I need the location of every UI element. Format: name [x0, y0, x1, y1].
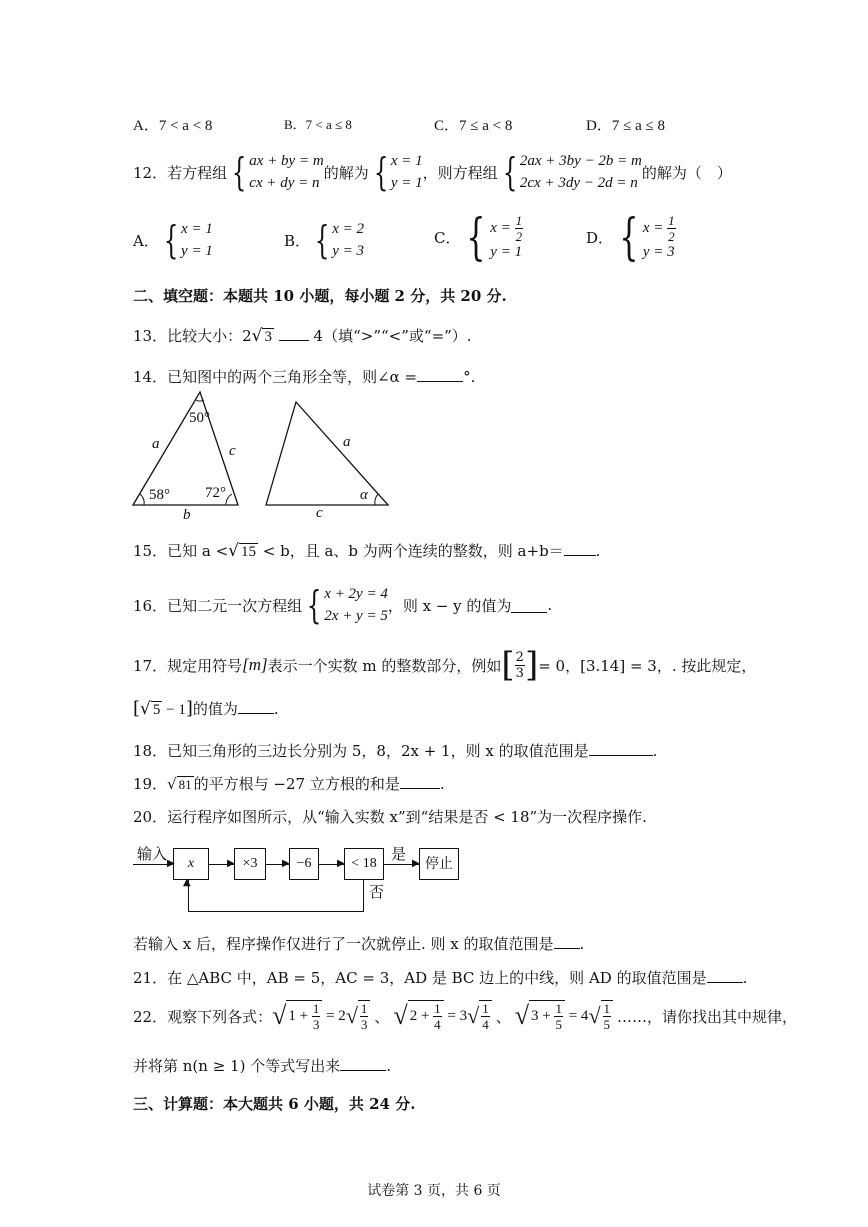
q22-line1: 22．观察下列各式： √ 1 + $\frac{1}{3}$ = 2 √ $\frac{1}{3}$ 、 √ 2 + $\frac{1}{4}$ = 3 √ $\frac{1}{4}$ 、 √ 3 + $\frac{1}{5}$ = 4 √ $\frac{1}{5}$ ……，请你找出其中规律，	[133, 1001, 798, 1032]
q12-sys1-row2: cx + dy = n	[249, 175, 320, 191]
q11-option-b: B．7 < a ≤ 8	[284, 117, 352, 132]
flow-input-label: 输入	[137, 845, 168, 863]
q13: 13．比较大小：2√ 3 4（填“>”“<”或“=”）.	[133, 326, 472, 346]
triangle-2-arc	[375, 494, 378, 505]
flow-box-times3: ×3	[234, 848, 266, 880]
frac-den: 2	[515, 229, 523, 244]
tri1-side-a: a	[152, 436, 160, 452]
q14-blank	[417, 367, 463, 382]
q17-frac-num: 2	[515, 649, 524, 665]
q19-radicand: 81	[178, 777, 192, 792]
q17-line1: 17．规定用符号 [m] 表示一个实数 m 的整数部分，例如 [ $\frac{2}{3}$ ] = 0， [3.14] = 3，. 按此规定，	[133, 645, 757, 685]
q22-prefix: 22．观察下列各式：	[133, 1007, 273, 1026]
tri1-right-angle: 72°	[205, 485, 226, 501]
q20-suffix: .	[579, 935, 585, 953]
q21	[133, 967, 747, 988]
q22-expr-3: √ 3 + $\frac{1}{5}$ = 4 √ $\frac{1}{5}$	[515, 1000, 613, 1032]
q11-option-c: C．7 ≤ a < 8	[434, 118, 513, 134]
q17-end: .	[273, 700, 279, 718]
q19-num: 19．	[133, 775, 168, 793]
q21-text: 21．在 △ABC 中，AB = 5，AC = 3，AD 是 BC 边上的中线，则 AD 的取值范围是	[133, 969, 707, 987]
triangle-1-right-arc	[226, 494, 232, 505]
option-label: B．	[284, 231, 311, 250]
flow-arrowhead-up: ▲	[183, 877, 191, 888]
tri1-top-angle: 50°	[189, 410, 210, 426]
option-row: x = 2	[332, 221, 364, 237]
q17-prefix: 17．规定用符号	[133, 656, 243, 675]
q16-prefix: 16．已知二元一次方程组	[133, 596, 303, 615]
flow-arrowhead: ▶	[227, 858, 235, 869]
q12-sys2-row2: 2cx + 3dy − 2d = n	[519, 175, 638, 191]
flow-no-label: 否	[369, 883, 385, 901]
q17-rest: − 1	[162, 702, 186, 718]
flow-loop-down	[363, 879, 364, 911]
flow-yes-label: 是	[391, 845, 407, 863]
q17-symbol: m	[248, 655, 261, 674]
q17-frac-den: 3	[515, 665, 524, 681]
q16-sys-row1: x + 2y = 4	[324, 586, 388, 602]
flow-arrowhead: ▶	[412, 858, 420, 869]
q21-blank	[707, 968, 743, 983]
section-3-heading: 三、计算题：本大题共 6 小题，共 24 分.	[133, 1095, 416, 1113]
q12-solution-1: { x = 1 y = 1	[373, 150, 423, 194]
q15-mid: < b，且 a、b 为两个连续的整数，则 a+b＝	[262, 542, 564, 560]
option-row: y = 1	[181, 243, 213, 259]
q17-radicand: 5	[152, 702, 161, 718]
q22-line2	[133, 1055, 391, 1076]
q13-rest: 4（填“>”“<”或“=”）.	[313, 327, 472, 345]
option-row: y = 1	[490, 244, 523, 260]
q14-text: 14．已知图中的两个三角形全等，则∠α =	[133, 368, 418, 386]
tri1-side-b: b	[183, 507, 191, 523]
q12-stem	[133, 150, 732, 194]
q12-system-2: { 2ax + 3by − 2b = m 2cx + 3dy − 2d = n	[502, 150, 642, 194]
q17-line2: [√ 5 − 1]的值为 .	[133, 698, 279, 719]
q15: 15．已知 a <√ 15 < b，且 a、b 为两个连续的整数，则 a+b＝ .	[133, 541, 601, 561]
section-2-heading: 二、填空题：本题共 10 小题，每小题 2 分，共 20 分.	[133, 287, 507, 305]
option-label: A．	[133, 231, 159, 250]
q12-option-c: C． { x = $\frac{1}{2}$ y = 1	[434, 208, 523, 266]
q19-blank	[400, 774, 440, 789]
q22-tail: ……，请你找出其中规律，	[617, 1007, 798, 1026]
congruent-triangles-figure	[126, 390, 396, 526]
frac-den: 2	[668, 229, 675, 244]
q12-prefix: 12．若方程组	[133, 163, 228, 182]
frac-num: 1	[668, 213, 675, 228]
q16: 16．已知二元一次方程组 { x + 2y = 4 2x + y = 5 ，则 x − y 的值为 .	[133, 583, 553, 627]
q12-mid2: ，则方程组	[422, 163, 498, 182]
tri1-left-angle: 58°	[149, 487, 170, 503]
tri1-side-c: c	[229, 443, 236, 459]
q16-mid: ，则 x − y 的值为	[387, 596, 512, 615]
flow-arrowhead: ▶	[337, 858, 345, 869]
q19: 19．√ 81 的平方根与 −27 立方根的和是 .	[133, 775, 445, 793]
q12-system-1: { ax + by = m cx + dy = n	[231, 150, 324, 194]
q12-sys2-row1: 2ax + 3by − 2b = m	[519, 153, 642, 169]
q15-prefix: 15．已知 a <	[133, 542, 229, 560]
q19-suffix: .	[439, 775, 445, 793]
q14	[133, 366, 475, 387]
flow-arrowhead: ▶	[167, 858, 175, 869]
q20-after-text: 若输入 x 后，程序操作仅进行了一次就停止. 则 x 的取值范围是	[133, 935, 554, 953]
q16-sys-row2: 2x + y = 5	[324, 608, 388, 624]
q12-sol1-row2: y = 1	[390, 175, 423, 191]
q21-suffix: .	[742, 969, 748, 987]
flow-box-lt18: < 18	[344, 848, 384, 880]
flow-box-x: x	[173, 848, 209, 880]
flow-box-minus6: −6	[289, 848, 319, 880]
q17-mid: 表示一个实数 m 的整数部分，例如	[267, 656, 502, 675]
q22-suffix: .	[386, 1057, 391, 1075]
q16-blank	[511, 598, 547, 613]
q15-radicand: 15	[240, 544, 256, 560]
option-row: y = 3	[642, 244, 675, 260]
option-row: x = 1	[181, 221, 213, 237]
flow-arrowhead: ▶	[282, 858, 290, 869]
q18-blank	[589, 741, 653, 756]
q20-stem: 20．运行程序如图所示，从“输入实数 x”到“结果是否 < 18”为一次程序操作.	[133, 808, 647, 826]
option-row: y = 3	[332, 243, 364, 259]
page-footer: 试卷第 3 页，共 6 页	[367, 1183, 501, 1199]
q19-text: 的平方根与 −27 立方根的和是	[193, 775, 400, 793]
q18-suffix: .	[652, 742, 658, 760]
q20-after	[133, 933, 584, 954]
option-label: C．	[434, 228, 461, 247]
q12-mid: 的解为	[323, 163, 369, 182]
q18	[133, 740, 657, 761]
q22-blank	[340, 1056, 386, 1071]
q11-option-d: D．7 ≤ a ≤ 8	[586, 118, 665, 134]
q17-ex2: [3.14] = 3，. 按此规定，	[580, 656, 757, 675]
q12-sys1-row1: ax + by = m	[249, 153, 324, 169]
q17-eq1: = 0，	[538, 656, 581, 675]
q22-line2-text: 并将第 n(n ≥ 1) 个等式写出来	[133, 1057, 341, 1075]
q13-prefix: 13．比较大小：2	[133, 327, 252, 345]
q12-sol1-row1: x = 1	[390, 153, 423, 169]
q13-blank	[279, 326, 309, 341]
q12-option-b: B． { x = 2 y = 3	[284, 218, 364, 262]
q22-expr-2: √ 2 + $\frac{1}{4}$ = 3 √ $\frac{1}{4}$	[393, 1000, 491, 1032]
q17-line2-suffix: 的值为	[192, 700, 238, 718]
q18-text: 18．已知三角形的三边长分别为 5，8，2x + 1，则 x 的取值范围是	[133, 742, 589, 760]
tri2-side-a: a	[343, 434, 351, 450]
q11-option-a: A．7 < a < 8	[133, 118, 213, 134]
q16-suffix: .	[547, 596, 553, 614]
q12-option-a: A． { x = 1 y = 1	[133, 218, 213, 262]
tri2-side-c: c	[316, 505, 323, 521]
flow-loop-back	[188, 911, 364, 912]
q17-blank	[238, 699, 274, 714]
q15-blank	[564, 541, 596, 556]
q13-radicand: 3	[264, 329, 272, 345]
triangle-2	[266, 402, 388, 505]
option-label: D．	[586, 228, 614, 247]
tri2-angle-alpha: α	[360, 487, 368, 503]
q20-blank	[554, 934, 580, 949]
frac-num: 1	[515, 213, 523, 228]
triangle-1-left-arc	[140, 494, 144, 505]
triangle-1-top-arc	[196, 400, 204, 401]
q15-suffix: .	[595, 542, 601, 560]
q14-suffix: °.	[463, 368, 476, 386]
q12-suffix: 的解为（ ）	[641, 163, 732, 182]
q12-option-d: D． { x = $\frac{1}{2}$ y = 3	[586, 208, 675, 266]
flow-box-stop: 停止	[419, 848, 459, 880]
q22-expr-1: √ 1 + $\frac{1}{3}$ = 2 √ $\frac{1}{3}$	[272, 1000, 370, 1032]
